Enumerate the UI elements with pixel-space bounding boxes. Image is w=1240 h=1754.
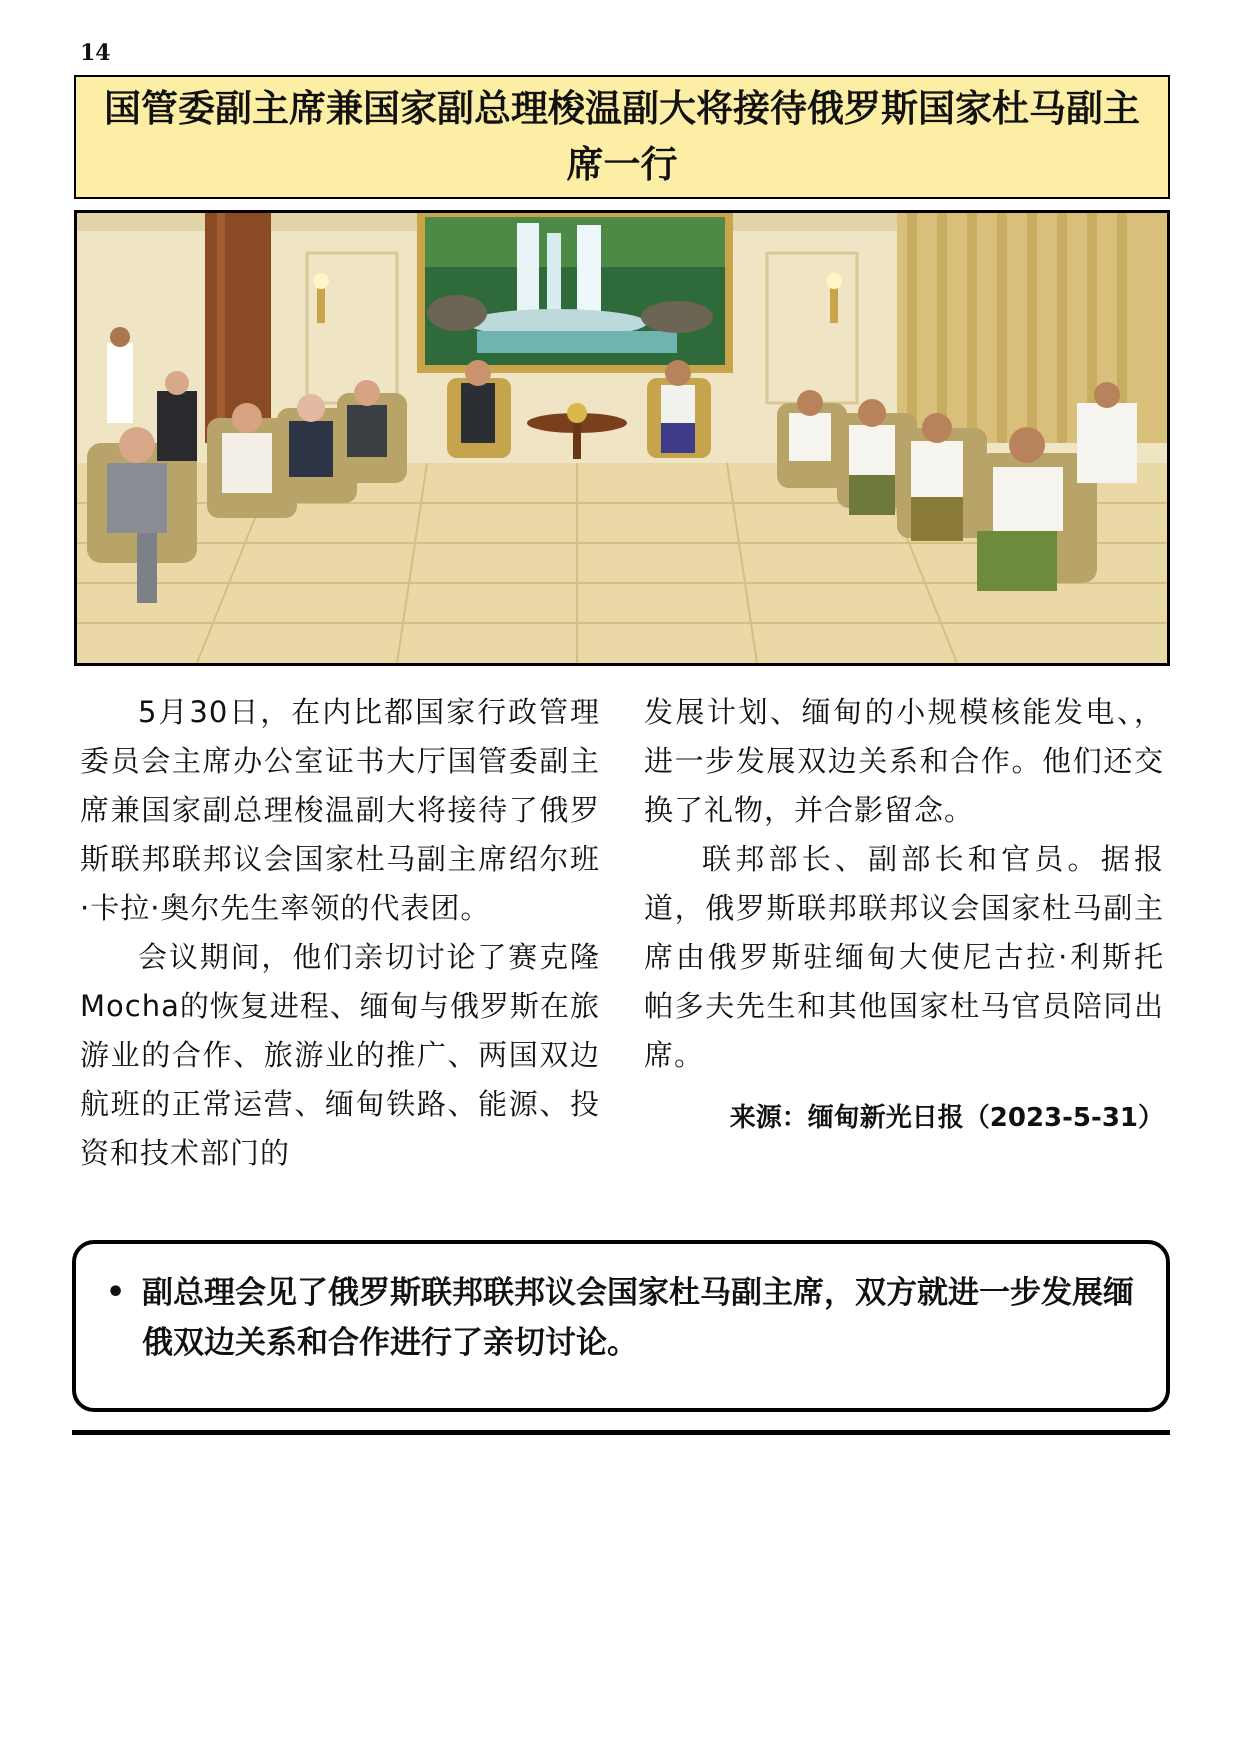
meeting-photo <box>74 210 1170 666</box>
bottom-divider <box>72 1430 1170 1435</box>
article-source: 来源：缅甸新光日报（2023-5-31） <box>729 1103 1164 1133</box>
title-box <box>74 75 1170 199</box>
article-paragraph-2-continued: 发展计划、缅甸的小规模核能发电、，进一步发展双边关系和合作。他们还交换了礼物，并合影留念。 <box>644 695 1164 827</box>
summary-box <box>72 1240 1170 1412</box>
summary-text: 副总理会见了俄罗斯联邦联邦议会国家杜马副主席，双方就进一步发展缅俄双边关系和合作进行了亲切讨论。 <box>142 1275 1134 1361</box>
bullet-icon: • <box>106 1275 126 1310</box>
page-title: 国管委副主席兼国家副总理梭温副大将接待俄罗斯国家杜马副主席一行 <box>104 87 1140 186</box>
page-number: 14 <box>80 40 111 66</box>
article-right-column <box>644 688 1164 1143</box>
article-left-column <box>80 688 600 1178</box>
article-paragraph-1: 5月30日，在内比都国家行政管理委员会主席办公室证书大厅国管委副主席兼国家副总理梭温副大将接待了俄罗斯联邦联邦议会国家杜马副主席绍尔班·卡拉·奥尔先生率领的代表团。 <box>80 695 600 925</box>
article-paragraph-2: 会议期间，他们亲切讨论了赛克隆Mocha的恢复进程、缅甸与俄罗斯在旅游业的合作、旅游业的推广、两国双边航班的正常运营、缅甸铁路、能源、投资和技术部门的 <box>80 940 600 1170</box>
meeting-photo-illustration <box>77 213 1167 663</box>
article-paragraph-3: 联邦部长、副部长和官员。据报道，俄罗斯联邦联邦议会国家杜马副主席由俄罗斯驻缅甸大使尼古拉·利斯托帕多夫先生和其他国家杜马官员陪同出席。 <box>644 842 1164 1072</box>
